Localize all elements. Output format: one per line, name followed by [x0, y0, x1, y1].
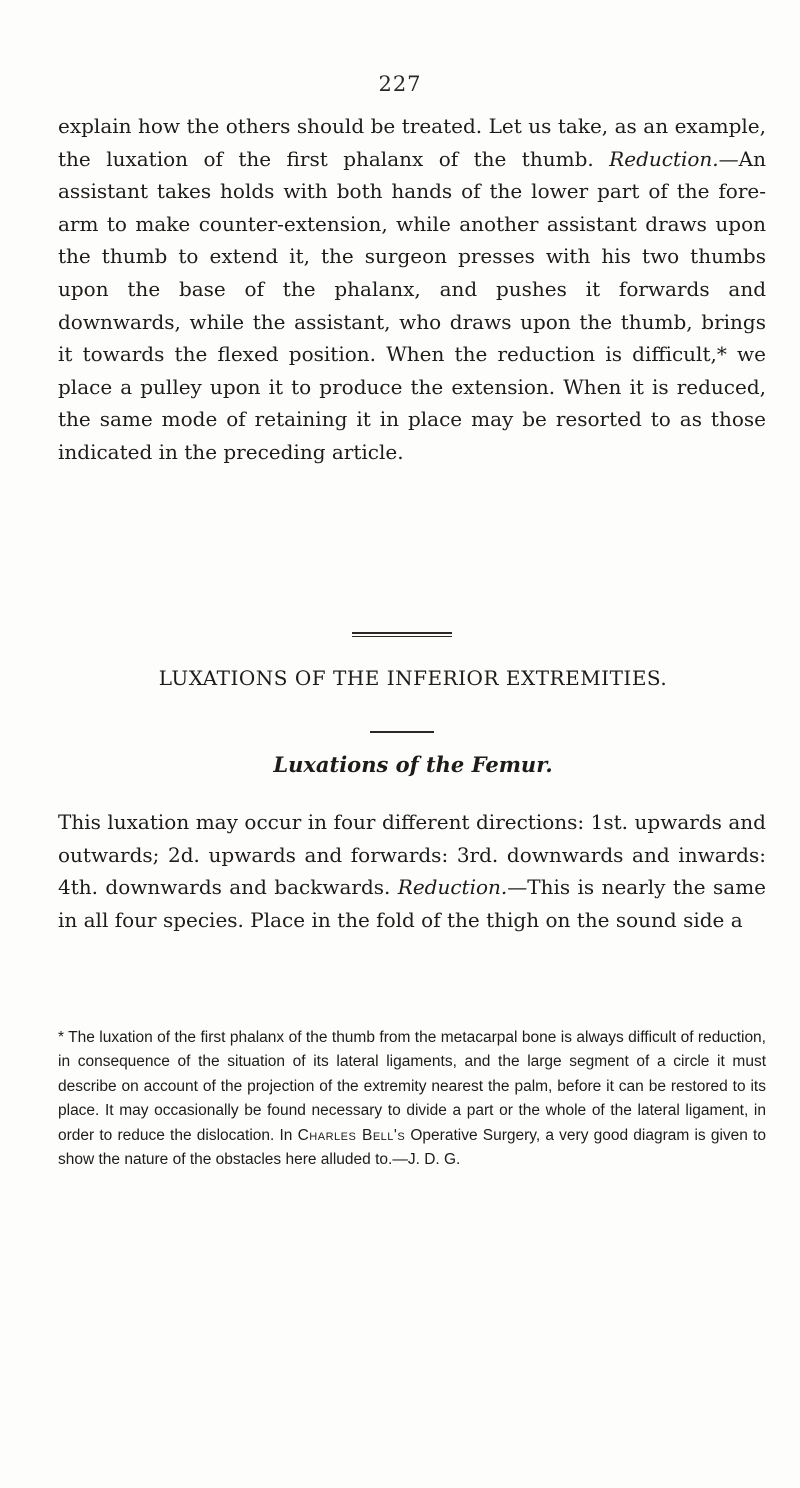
paragraph-text-part-a: explain how the others should be treated. Let us take, as an example, the luxation of the first phalanx of the thumb. — [58, 114, 766, 171]
paragraph-text-part-a: This luxation may occur in four different directions: 1st. upwards and outwards; 2d. upwards and forwards: 3rd. downwards and inwards: 4th. downwards and backwards. — [58, 810, 766, 900]
paragraph-text — [58, 806, 766, 936]
reduction-label: Reduction. — [397, 875, 508, 900]
footnote-text-part-b: Operative Surgery, a very good diagram is given to show the nature of the obstacles here alluded to.—J. D. G. — [58, 1126, 766, 1169]
page-number: 227 — [378, 72, 422, 96]
femur-luxation-paragraph — [58, 806, 766, 936]
footnote-text — [58, 1026, 766, 1172]
single-rule-divider — [370, 731, 434, 733]
footnote-text-part-a: * The luxation of the first phalanx of the thumb from the metacarpal bone is always difficult of reduction, in consequence of the situation of its lateral ligaments, and the large segment of a circle it must describe on account of the projection of the extremity nearest the palm, before it can be restored to its place. It may occasionally be found necessary to divide a part or the whole of the lateral ligament, in order to reduce the dislocation. In — [58, 1029, 766, 1144]
subheading: Luxations of the Femur. — [273, 752, 553, 777]
paragraph-text — [58, 110, 766, 469]
double-rule-divider — [352, 632, 452, 637]
footnote — [58, 1026, 766, 1172]
paragraph-text-part-b: —This is nearly the same in all four species. Place in the fold of the thigh on the sound side a — [58, 875, 767, 932]
footnote-author-name: Charles Bell's — [297, 1126, 406, 1144]
section-heading: LUXATIONS OF THE INFERIOR EXTREMITIES. — [158, 666, 668, 690]
paragraph-text-part-b: —An assistant takes holds with both hands of the lower part of the fore-arm to make counter-extension, while another assistant draws upon the thumb to extend it, the surgeon presses with his two thumbs upon the base of the phalanx, and pushes it forwards and downwards, while the assistant, who draws upon the thumb, brings it towards the flexed position. When the reduction is difficult,* we place a pulley upon it to produce the extension. When it is reduced, the same mode of retaining it in place may be resorted to as those indicated in the preceding article. — [58, 146, 766, 464]
thumb-luxation-paragraph — [58, 110, 766, 469]
reduction-label: Reduction. — [609, 146, 719, 171]
